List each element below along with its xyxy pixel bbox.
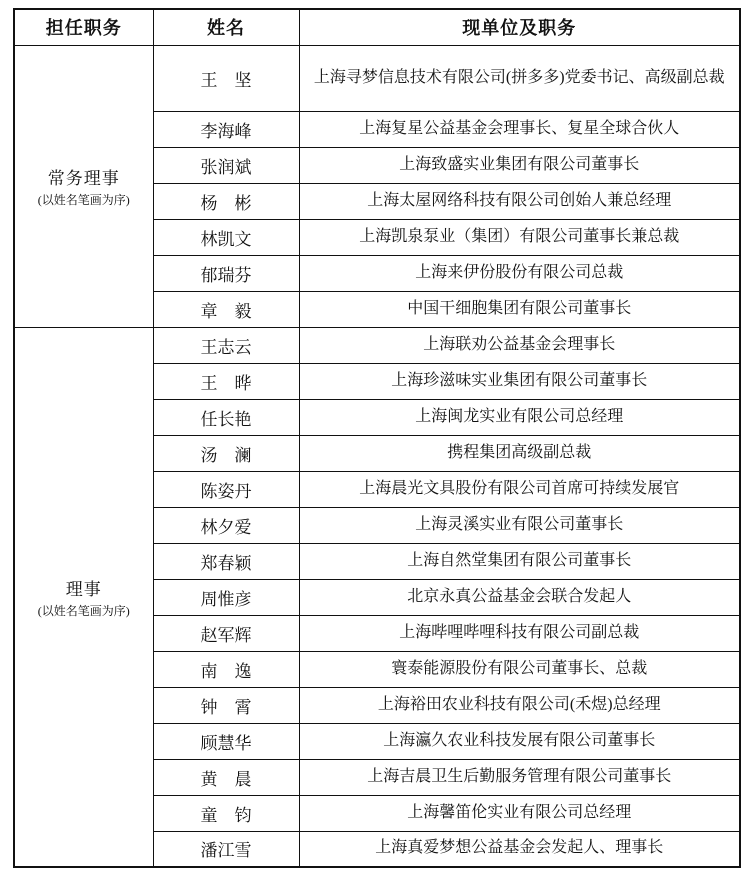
member-org: 上海致盛实业集团有限公司董事长 [299,147,740,183]
member-name: 章 毅 [153,291,299,327]
member-org: 上海真爱梦想公益基金会发起人、理事长 [299,831,740,867]
member-name: 童 钧 [153,795,299,831]
member-name: 黄 晨 [153,759,299,795]
member-org: 上海晨光文具股份有限公司首席可持续发展官 [299,471,740,507]
member-name: 汤 澜 [153,435,299,471]
group-title: 理事 [65,579,102,599]
group-cell-standing-directors [14,45,153,327]
member-org: 上海瀛久农业科技发展有限公司董事长 [299,723,740,759]
member-name: 王 晔 [153,363,299,399]
group-note: (以姓名笔画为序) [37,603,130,618]
member-name: 张润斌 [153,147,299,183]
member-org: 上海灵溪实业有限公司董事长 [299,507,740,543]
member-org: 上海寻梦信息技术有限公司(拼多多)党委书记、高级副总裁 [299,45,740,111]
header-name: 姓名 [153,9,299,45]
member-org: 携程集团高级副总裁 [299,435,740,471]
member-org: 寰泰能源股份有限公司董事长、总裁 [299,651,740,687]
member-org: 上海吉晨卫生后勤服务管理有限公司董事长 [299,759,740,795]
member-org: 上海哔哩哔哩科技有限公司副总裁 [299,615,740,651]
member-org: 上海自然堂集团有限公司董事长 [299,543,740,579]
member-name: 钟 霄 [153,687,299,723]
member-name: 林凯文 [153,219,299,255]
member-org: 北京永真公益基金会联合发起人 [299,579,740,615]
member-name: 郁瑞芬 [153,255,299,291]
member-name: 任长艳 [153,399,299,435]
member-name: 郑春颖 [153,543,299,579]
member-name: 周惟彦 [153,579,299,615]
member-org: 上海裕田农业科技有限公司(禾煜)总经理 [299,687,740,723]
member-name: 王志云 [153,327,299,363]
member-org: 上海馨笛伦实业有限公司总经理 [299,795,740,831]
member-name: 李海峰 [153,111,299,147]
member-org: 上海闽龙实业有限公司总经理 [299,399,740,435]
group-cell-directors [14,327,153,867]
member-name: 王 坚 [153,45,299,111]
member-org: 上海复星公益基金会理事长、复星全球合伙人 [299,111,740,147]
table-row [14,327,740,363]
member-org: 中国干细胞集团有限公司董事长 [299,291,740,327]
group-title: 常务理事 [47,169,120,188]
member-org: 上海珍滋味实业集团有限公司董事长 [299,363,740,399]
member-name: 杨 彬 [153,183,299,219]
group-note: (以姓名笔画为序) [37,193,130,207]
member-org: 上海太屋网络科技有限公司创始人兼总经理 [299,183,740,219]
member-name: 南 逸 [153,651,299,687]
board-members-table [13,8,741,868]
table-header-row [14,9,740,45]
member-name: 林夕爱 [153,507,299,543]
member-name: 潘江雪 [153,831,299,867]
member-name: 顾慧华 [153,723,299,759]
member-org: 上海来伊份股份有限公司总裁 [299,255,740,291]
member-org: 上海联劝公益基金会理事长 [299,327,740,363]
member-org: 上海凯泉泵业（集团）有限公司董事长兼总裁 [299,219,740,255]
member-name: 陈姿丹 [153,471,299,507]
header-organization: 现单位及职务 [299,9,740,45]
member-name: 赵军辉 [153,615,299,651]
table-row [14,45,740,111]
header-position: 担任职务 [14,9,153,45]
